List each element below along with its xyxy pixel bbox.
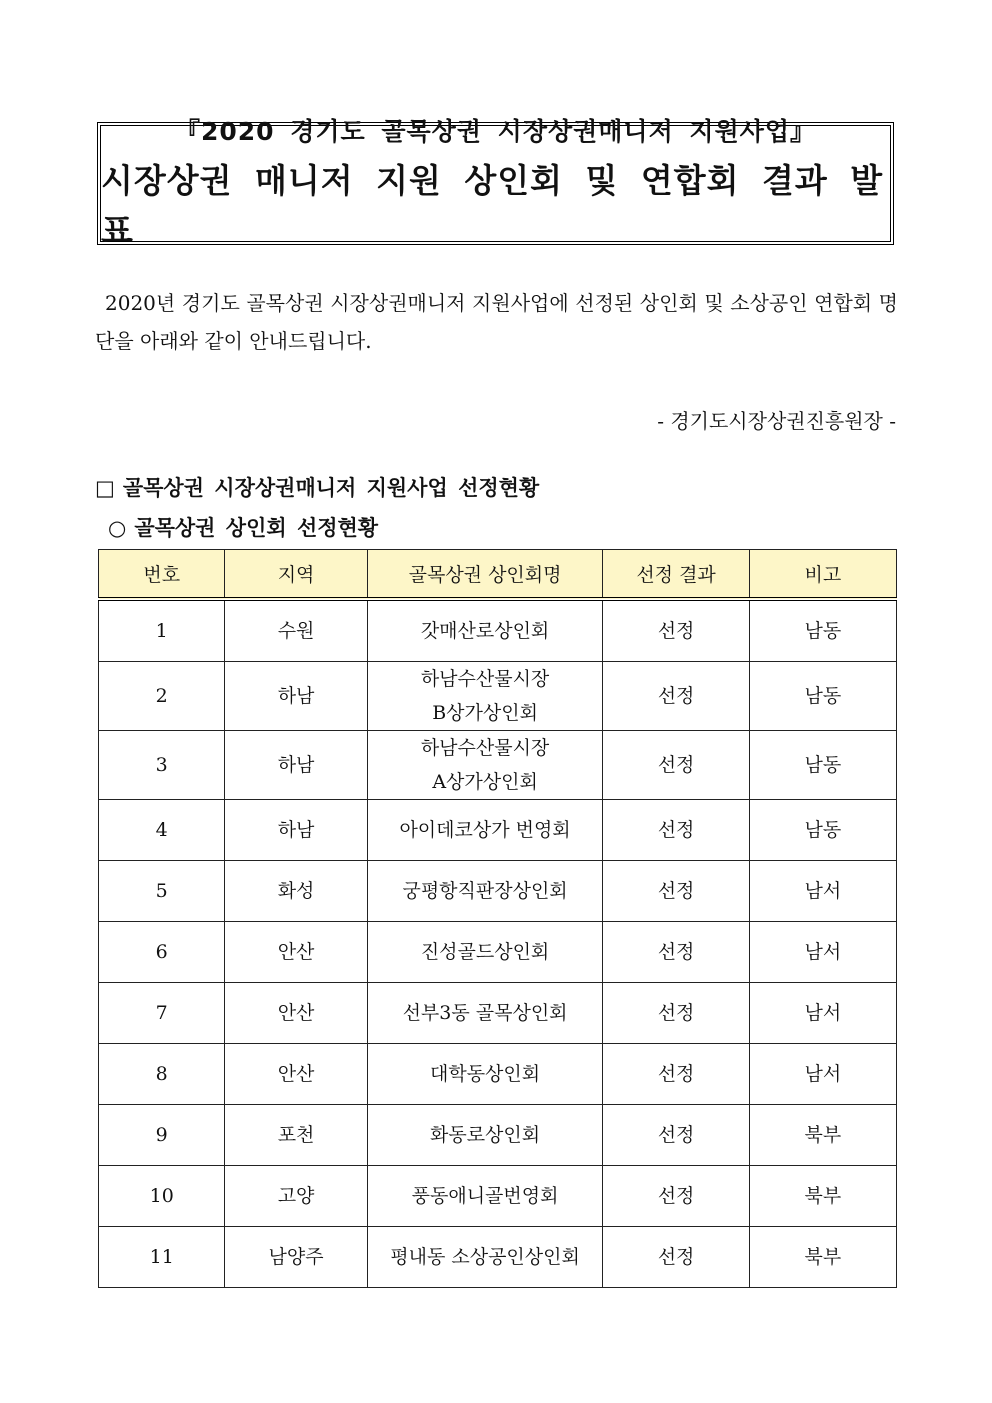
table-header-row (99, 550, 897, 600)
results-table (98, 549, 897, 1288)
cell-note: 남서 (749, 922, 896, 983)
association-name-line: 궁평항직판장상인회 (402, 880, 568, 902)
cell-region: 안산 (225, 922, 367, 983)
cell-region: 포천 (225, 1105, 367, 1166)
cell-region: 남양주 (225, 1227, 367, 1288)
cell-note: 남동 (749, 599, 896, 662)
cell-association-name (367, 861, 603, 922)
table-row (99, 922, 897, 983)
section-heading-text: 골목상권 시장상권매니저 지원사업 선정현황 (122, 476, 540, 500)
cell-result: 선정 (603, 983, 749, 1044)
intro-paragraph: 2020년 경기도 골목상권 시장상권매니저 지원사업에 선정된 상인회 및 소상공인 연합회 명단을 아래와 같이 안내드립니다. (95, 291, 898, 353)
association-name-line: 아이데코상가 번영회 (399, 819, 571, 841)
table-row (99, 1105, 897, 1166)
circle-bullet-icon: ○ (108, 516, 127, 540)
association-name-line: 진성골드상인회 (420, 941, 550, 963)
cell-note: 남서 (749, 861, 896, 922)
association-name-line: 선부3동 골목상인회 (402, 1002, 568, 1024)
cell-result: 선정 (603, 861, 749, 922)
cell-number: 2 (99, 662, 225, 731)
cell-result: 선정 (603, 922, 749, 983)
table-row (99, 861, 897, 922)
association-name-line: 평내동 소상공인상인회 (390, 1246, 580, 1268)
sub-heading (108, 512, 378, 542)
association-name-line: 갓매산로상인회 (420, 620, 550, 642)
cell-number: 10 (99, 1166, 225, 1227)
association-name-line: A상가상인회 (432, 771, 538, 793)
cell-result: 선정 (603, 1105, 749, 1166)
cell-number: 4 (99, 800, 225, 861)
title-box (97, 116, 894, 250)
table-row (99, 800, 897, 861)
cell-association-name (367, 1227, 603, 1288)
cell-association-name (367, 1105, 603, 1166)
association-name-line: B상가상인회 (432, 702, 538, 724)
header-region: 지역 (225, 550, 367, 600)
cell-association-name (367, 983, 603, 1044)
cell-number: 3 (99, 731, 225, 800)
table-row (99, 1166, 897, 1227)
cell-note: 남동 (749, 662, 896, 731)
cell-note: 북부 (749, 1227, 896, 1288)
cell-result: 선정 (603, 731, 749, 800)
table-row (99, 983, 897, 1044)
cell-region: 안산 (225, 1044, 367, 1105)
table-row (99, 599, 897, 662)
cell-association-name (367, 922, 603, 983)
cell-note: 남동 (749, 731, 896, 800)
table-row (99, 1227, 897, 1288)
cell-region: 수원 (225, 599, 367, 662)
cell-note: 북부 (749, 1105, 896, 1166)
table-row (99, 731, 897, 800)
cell-association-name (367, 599, 603, 662)
cell-note: 북부 (749, 1166, 896, 1227)
cell-association-name (367, 800, 603, 861)
table-row (99, 1044, 897, 1105)
cell-result: 선정 (603, 800, 749, 861)
cell-number: 5 (99, 861, 225, 922)
cell-region: 하남 (225, 731, 367, 800)
signature: - 경기도시장상권진흥원장 - (657, 409, 896, 433)
cell-result: 선정 (603, 662, 749, 731)
cell-result: 선정 (603, 599, 749, 662)
header-number: 번호 (99, 550, 225, 600)
cell-result: 선정 (603, 1166, 749, 1227)
table-row (99, 662, 897, 731)
cell-number: 9 (99, 1105, 225, 1166)
cell-result: 선정 (603, 1044, 749, 1105)
sub-heading-text: 골목상권 상인회 선정현황 (134, 516, 379, 540)
cell-number: 1 (99, 599, 225, 662)
association-name-line: 하남수산물시장 (420, 737, 550, 759)
cell-number: 6 (99, 922, 225, 983)
cell-note: 남서 (749, 983, 896, 1044)
cell-result: 선정 (603, 1227, 749, 1288)
cell-association-name (367, 662, 603, 731)
association-name-line: 풍동애니골번영회 (411, 1185, 559, 1207)
cell-region: 하남 (225, 662, 367, 731)
cell-association-name (367, 1166, 603, 1227)
document-title: 시장상권 매니저 지원 상인회 및 연합회 결과 발표 (101, 160, 884, 250)
cell-region: 화성 (225, 861, 367, 922)
cell-number: 11 (99, 1227, 225, 1288)
header-note: 비고 (749, 550, 896, 600)
cell-note: 남동 (749, 800, 896, 861)
association-name-line: 대학동상인회 (430, 1063, 541, 1085)
cell-region: 하남 (225, 800, 367, 861)
cell-association-name (367, 1044, 603, 1105)
cell-note: 남서 (749, 1044, 896, 1105)
association-name-line: 하남수산물시장 (420, 668, 550, 690)
document-subtitle: 『2020 경기도 골목상권 시장상권매니저 지원사업』 (174, 116, 817, 146)
header-result: 선정 결과 (603, 550, 749, 600)
cell-number: 7 (99, 983, 225, 1044)
section-heading (95, 472, 539, 502)
square-bullet-icon: □ (95, 476, 115, 500)
cell-region: 안산 (225, 983, 367, 1044)
cell-region: 고양 (225, 1166, 367, 1227)
cell-association-name (367, 731, 603, 800)
association-name-line: 화동로상인회 (430, 1124, 541, 1146)
cell-number: 8 (99, 1044, 225, 1105)
header-association-name: 골목상권 상인회명 (367, 550, 603, 600)
